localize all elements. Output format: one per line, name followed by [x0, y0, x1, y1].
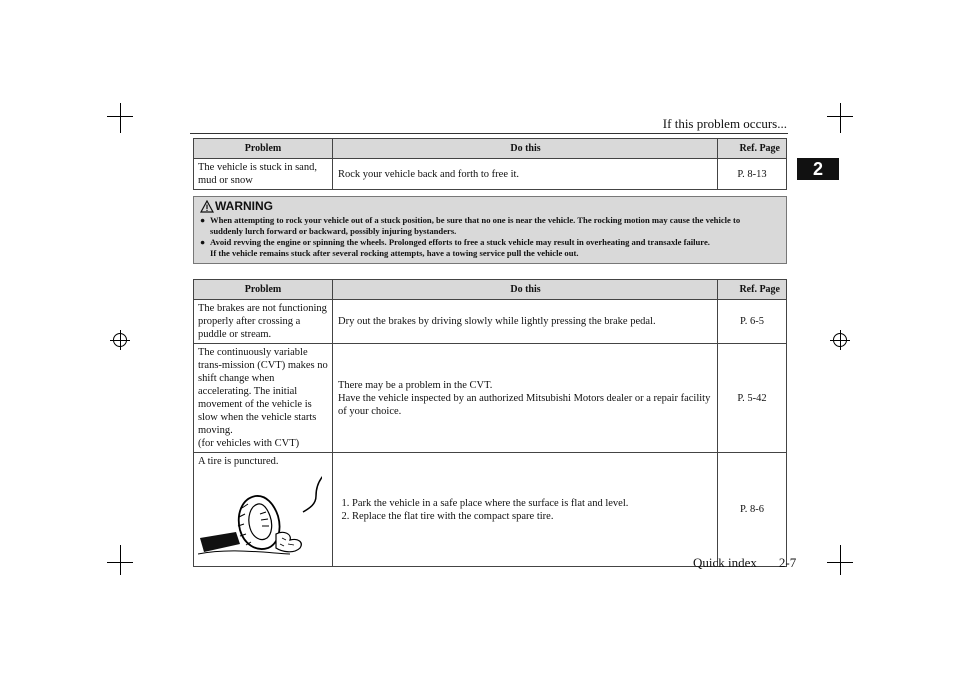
problem-cell: The brakes are not functioning properly after crossing a puddle or stream.: [194, 300, 333, 344]
registration-mark-left: [113, 333, 127, 347]
list-item: 1. Park the vehicle in a safe place where the surface is flat and level.: [352, 497, 713, 510]
warning-triangle-icon: [200, 200, 214, 213]
table-row: [194, 300, 787, 344]
crop-mark-top-left-v: [120, 103, 121, 133]
do-this-cell: [333, 453, 718, 567]
warning-label: WARNING: [215, 199, 273, 213]
header-problem: Problem: [194, 280, 333, 300]
problem-text: A tire is punctured.: [198, 456, 279, 467]
header-do-this: Do this: [333, 139, 718, 159]
problem-note: (for vehicles with CVT): [198, 438, 300, 449]
page-header-title: If this problem occurs...: [662, 116, 787, 131]
steps-list: [338, 497, 713, 523]
ref-page-cell: P. 6-5: [718, 300, 787, 344]
crop-mark-bottom-right-v: [840, 545, 841, 575]
ref-page-cell: P. 5-42: [718, 344, 787, 453]
ref-page-cell: P. 8-6: [718, 453, 787, 567]
warning-item-line1: Avoid revving the engine or spinning the wheels. Prolonged efforts to free a stuck vehicle may result in overheating and transaxle failure.: [210, 237, 710, 247]
problem-table-1: [193, 138, 787, 190]
table-row: [194, 159, 787, 190]
problem-cell: [194, 344, 333, 453]
crop-mark-top-right-v: [840, 103, 841, 133]
header-do-this: Do this: [333, 280, 718, 300]
warning-item-line2: suddenly lurch forward or backward, possibly injuring bystanders.: [210, 226, 457, 236]
problem-cell: The vehicle is stuck in sand, mud or snow: [194, 159, 333, 190]
registration-mark-right: [833, 333, 847, 347]
warning-item-line2: If the vehicle remains stuck after several rocking attempts, have a towing service pull the vehicle out.: [210, 248, 579, 258]
list-item: 2. Replace the flat tire with the compact spare tire.: [352, 510, 713, 523]
footer-page-number: 2-7: [778, 555, 797, 570]
crop-mark-bottom-left-v: [120, 545, 121, 575]
do-this-cell: [333, 344, 718, 453]
warning-box: [193, 196, 787, 264]
crop-mark-bottom-right-h: [827, 562, 853, 563]
header-ref-page: Ref. Page: [718, 280, 787, 300]
table-row: [194, 453, 787, 567]
header-problem: Problem: [194, 139, 333, 159]
table-row: [194, 344, 787, 453]
problem-text: The continuously variable trans-mission (CVT) makes no shift change when accelerating. The initial movement of the vehicle is slow when the vehicle starts moving.: [198, 347, 328, 436]
bullet-icon: ●: [200, 237, 206, 247]
warning-heading: [200, 199, 273, 213]
problem-table-2: [193, 279, 787, 567]
punctured-tire-illustration: [198, 474, 322, 560]
chapter-tab: 2: [797, 158, 839, 180]
warning-list: [200, 215, 784, 259]
page-footer: [693, 555, 796, 571]
footer-section: Quick index: [693, 555, 757, 570]
problem-cell: [194, 453, 333, 567]
do-this-line1: There may be a problem in the CVT.: [338, 379, 493, 391]
header-ref-page: Ref. Page: [718, 139, 787, 159]
header-rule: [190, 133, 788, 134]
crop-mark-top-left-h: [107, 116, 133, 117]
warning-item-line1: When attempting to rock your vehicle out of a stuck position, be sure that no one is near the vehicle. The rocking motion may cause the vehicle to: [210, 215, 741, 225]
table-header-row: [194, 139, 787, 159]
crop-mark-top-right-h: [827, 116, 853, 117]
do-this-cell: Dry out the brakes by driving slowly while lightly pressing the brake pedal.: [333, 300, 718, 344]
warning-item: [200, 215, 784, 237]
table-header-row: [194, 280, 787, 300]
do-this-cell: Rock your vehicle back and forth to free it.: [333, 159, 718, 190]
do-this-line2: Have the vehicle inspected by an authorized Mitsubishi Motors dealer or a repair facility of your choice.: [338, 392, 711, 417]
warning-item: [200, 237, 784, 259]
crop-mark-bottom-left-h: [107, 562, 133, 563]
ref-page-cell: P. 8-13: [718, 159, 787, 190]
bullet-icon: ●: [200, 215, 206, 225]
